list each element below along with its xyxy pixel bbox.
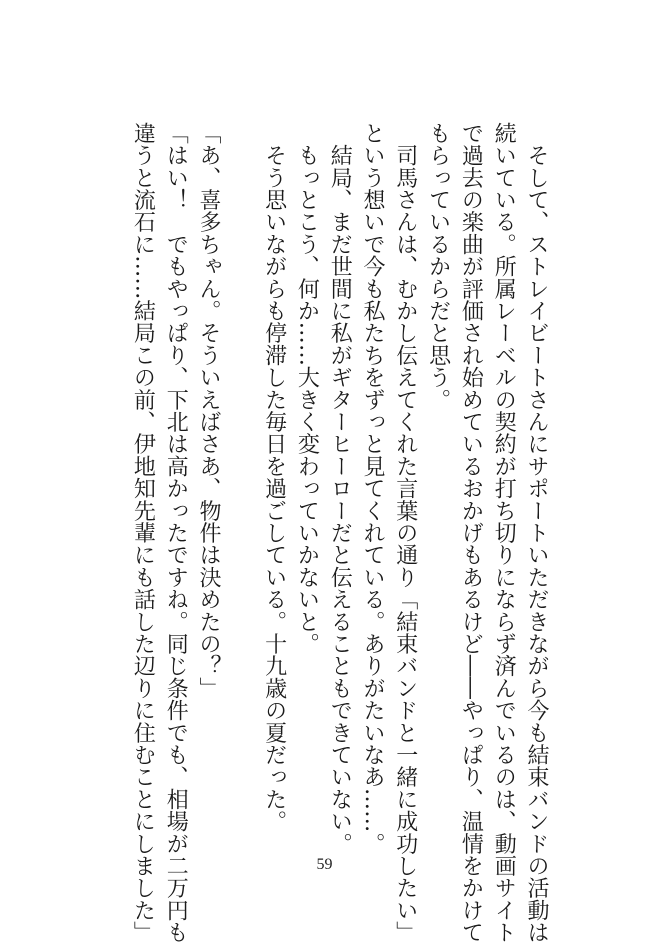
text-line: 「はい！ でもやっぱり、下北は高かったですね。同じ条件でも、相場が二万円も bbox=[163, 122, 189, 943]
text-line: 「あ、喜多ちゃん。そういえばさあ、物件は決めたの？」 bbox=[196, 122, 221, 700]
text-line: 続いている。所属レーベルの契約が打ち切りにならず済んでいるのは、動画サイト bbox=[491, 122, 517, 943]
text-line: そして、ストレイビートさんにサポートいただきながら今も結束バンドの活動は bbox=[524, 122, 549, 943]
text-line: という想いで今も私たちをずっと見てくれている。ありがたいなあ……。 bbox=[360, 122, 385, 855]
text-line: で過去の楽曲が評価され始めているおかげもあるけど――やっぱり、温情をかけて bbox=[458, 122, 484, 943]
text-line: 司馬さんは、むかし伝えてくれた言葉の通り「結束バンドと一緒に成功したい」 bbox=[392, 122, 418, 943]
text-line: そう思いながらも停滞した毎日を過ごしている。十九歳の夏だった。 bbox=[261, 122, 287, 833]
text-line: 結局、まだ世間に私がギターヒーローだと伝えることもできていない。 bbox=[327, 122, 353, 855]
page-number: 59 bbox=[316, 856, 333, 873]
text-line: 違うと流石に……結局この前、伊地知先輩にも話した辺りに住むことにしました」 bbox=[130, 122, 156, 943]
text-line: もらっているからだと思う。 bbox=[425, 122, 451, 411]
text-line: もっとこう、何か……大きく変わっていかないと。 bbox=[294, 122, 320, 655]
